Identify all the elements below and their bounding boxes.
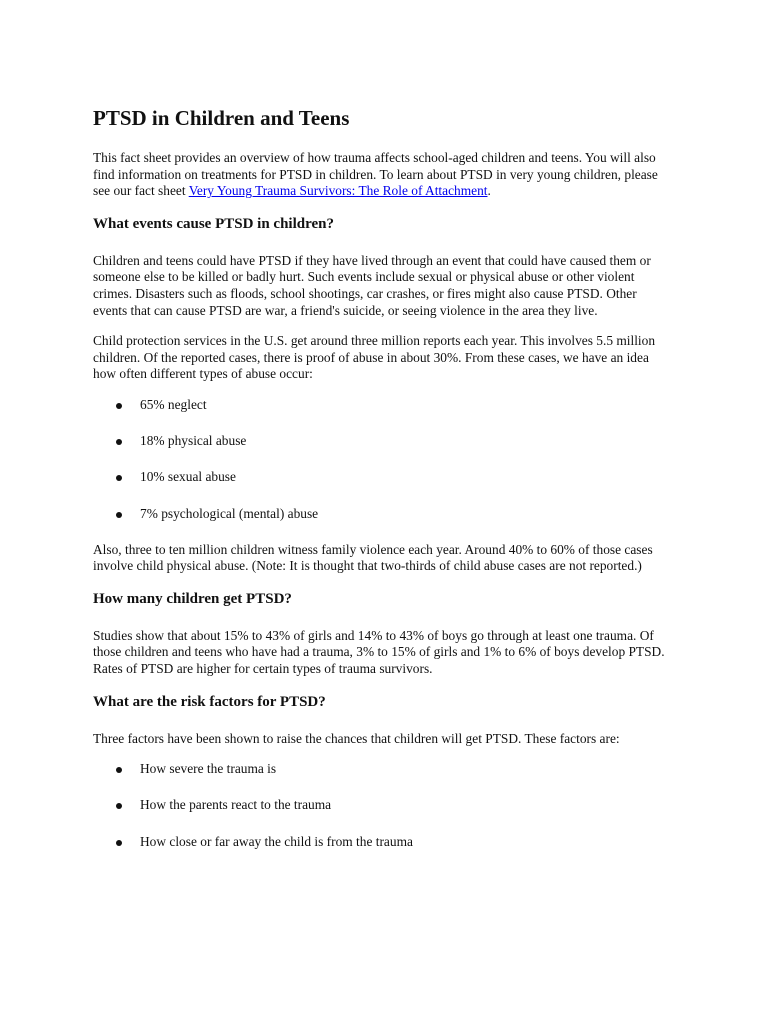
list-item-text: 10% sexual abuse — [140, 469, 236, 485]
list-item-text: How severe the trauma is — [140, 761, 277, 777]
events-paragraph-3: Also, three to ten million children witness family violence each year. Around 40% to 60% of those cases involve child physical abuse. (Note: It is thought that two-thirds of child abuse cases are not reported.) — [93, 541, 653, 574]
bullet-icon — [116, 403, 122, 409]
abuse-types-list — [93, 397, 673, 522]
intro-paragraph — [93, 150, 673, 200]
list-item — [93, 834, 673, 851]
list-item-text: How close or far away the child is from the trauma — [140, 833, 413, 849]
risk-paragraph: Three factors have been shown to raise the chances that children will get PTSD. These factors are: — [93, 730, 620, 746]
attachment-fact-sheet-link[interactable]: Very Young Trauma Survivors: The Role of Attachment — [188, 183, 488, 199]
list-item — [93, 761, 673, 778]
events-paragraph-1: Children and teens could have PTSD if they have lived through an event that could have caused them or someone else to be killed or badly hurt. Such events include sexual or physical abuse or other violent crimes. Disasters such as floods, school shootings, car crashes, or fires might also cause PTSD. Other events that can cause PTSD are war, a friend's suicide, or seeing violence in the area they live. — [93, 252, 651, 318]
bullet-icon — [116, 512, 122, 518]
bullet-icon — [116, 439, 122, 445]
intro-after-link: . — [487, 183, 491, 199]
list-item-text: 18% physical abuse — [140, 433, 247, 449]
list-item — [93, 506, 673, 523]
bullet-icon — [116, 803, 122, 809]
risk-factors-list — [93, 761, 673, 850]
how-many-paragraph: Studies show that about 15% to 43% of girls and 14% to 43% of boys go through at least one trauma. Of those children and teens who have had a trauma, 3% to 15% of girls and 1% to 6% of boys develop PTSD. Rates of PTSD are higher for certain types of trauma survivors. — [93, 627, 665, 677]
list-item-text: How the parents react to the trauma — [140, 797, 332, 813]
list-item-text: 7% psychological (mental) abuse — [140, 505, 319, 521]
list-item — [93, 469, 673, 486]
list-item — [93, 433, 673, 450]
events-paragraph-2: Child protection services in the U.S. get around three million reports each year. This involves 5.5 million children. Of the reported cases, there is proof of abuse in about 30%. From these cases, we have an idea how often different types of abuse occur: — [93, 333, 656, 382]
section-heading-risk-factors: What are the risk factors for PTSD? — [93, 693, 326, 710]
bullet-icon — [116, 767, 122, 773]
bullet-icon — [116, 840, 122, 846]
list-item — [93, 397, 673, 414]
document-page — [93, 104, 673, 870]
section-heading-how-many: How many children get PTSD? — [93, 590, 292, 607]
list-item — [93, 797, 673, 814]
section-heading-events: What events cause PTSD in children? — [93, 215, 334, 232]
list-item-text: 65% neglect — [140, 396, 207, 412]
page-title: PTSD in Children and Teens — [93, 106, 350, 130]
bullet-icon — [116, 475, 122, 481]
intro-text: This fact sheet provides an overview of how trauma affects school-aged children and teens. You will also find information on treatments for PTSD in children. To learn about PTSD in very young children, please see our fact sheet — [93, 150, 658, 199]
